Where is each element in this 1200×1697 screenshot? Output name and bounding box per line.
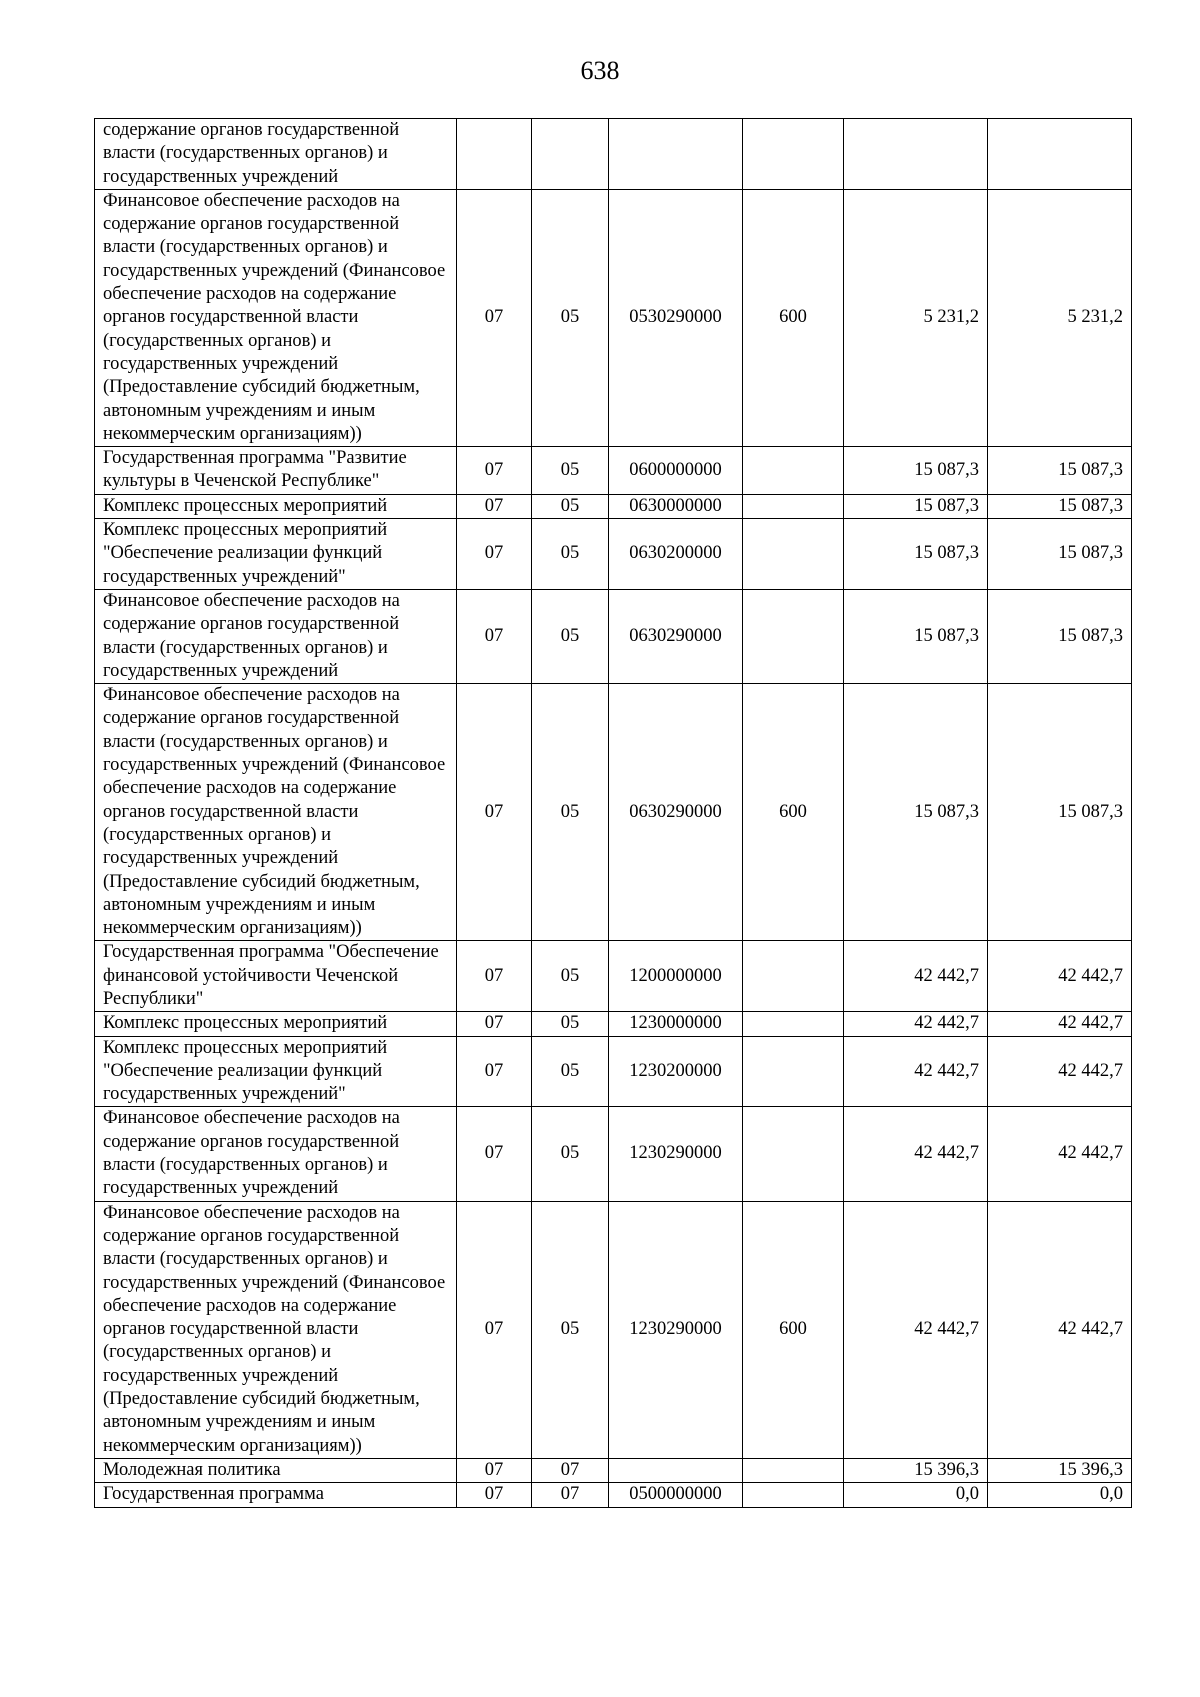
row-expense-type: 600 bbox=[743, 189, 844, 446]
row-name: Государственная программа bbox=[95, 1483, 457, 1507]
row-target-article: 0500000000 bbox=[609, 1483, 743, 1507]
row-subsection: 05 bbox=[532, 1012, 609, 1036]
row-target-article: 1230200000 bbox=[609, 1036, 743, 1107]
row-sum-2: 42 442,7 bbox=[988, 1107, 1132, 1201]
row-name: Финансовое обеспечение расходов на содержание органов государственной власти (государственных органов) и государственных учреждений bbox=[95, 589, 457, 683]
row-section bbox=[457, 119, 532, 190]
row-expense-type bbox=[743, 494, 844, 518]
row-name: Финансовое обеспечение расходов на содержание органов государственной власти (государственных органов) и государственных учреждений bbox=[95, 1107, 457, 1201]
table-row bbox=[95, 1458, 1132, 1482]
row-target-article: 1230000000 bbox=[609, 1012, 743, 1036]
row-sum-1: 15 087,3 bbox=[844, 494, 988, 518]
row-name: Комплекс процессных мероприятий "Обеспечение реализации функций государственных учреждений" bbox=[95, 1036, 457, 1107]
table-row bbox=[95, 494, 1132, 518]
row-expense-type bbox=[743, 941, 844, 1012]
row-sum-1 bbox=[844, 119, 988, 190]
row-section: 07 bbox=[457, 589, 532, 683]
row-target-article: 1230290000 bbox=[609, 1201, 743, 1458]
row-sum-1: 42 442,7 bbox=[844, 1201, 988, 1458]
row-target-article: 0630200000 bbox=[609, 519, 743, 590]
row-subsection: 07 bbox=[532, 1483, 609, 1507]
row-name: Финансовое обеспечение расходов на содержание органов государственной власти (государственных органов) и государственных учреждений (Финансовое обеспечение расходов на содержание органов государственной власти (государственных органов) и государственных учреждений (Предоставление субсидий бюджетным, автономным учреждениям и иным некоммерческим организациям)) bbox=[95, 189, 457, 446]
row-sum-2: 15 087,3 bbox=[988, 494, 1132, 518]
table-row bbox=[95, 519, 1132, 590]
row-target-article: 0630290000 bbox=[609, 684, 743, 941]
row-sum-2: 42 442,7 bbox=[988, 1012, 1132, 1036]
row-subsection: 05 bbox=[532, 1036, 609, 1107]
row-name: Комплекс процессных мероприятий bbox=[95, 494, 457, 518]
row-expense-type: 600 bbox=[743, 684, 844, 941]
row-subsection bbox=[532, 119, 609, 190]
row-sum-2: 15 087,3 bbox=[988, 519, 1132, 590]
row-section: 07 bbox=[457, 1483, 532, 1507]
row-name: Государственная программа "Обеспечение финансовой устойчивости Чеченской Республики" bbox=[95, 941, 457, 1012]
table-row bbox=[95, 589, 1132, 683]
row-name: Комплекс процессных мероприятий "Обеспечение реализации функций государственных учреждений" bbox=[95, 519, 457, 590]
row-subsection: 05 bbox=[532, 447, 609, 495]
row-sum-1: 15 087,3 bbox=[844, 684, 988, 941]
budget-table bbox=[94, 118, 1132, 1508]
table-row bbox=[95, 447, 1132, 495]
row-subsection: 05 bbox=[532, 189, 609, 446]
row-section: 07 bbox=[457, 519, 532, 590]
row-sum-1: 0,0 bbox=[844, 1483, 988, 1507]
row-section: 07 bbox=[457, 494, 532, 518]
row-section: 07 bbox=[457, 447, 532, 495]
row-target-article: 0600000000 bbox=[609, 447, 743, 495]
row-expense-type bbox=[743, 1036, 844, 1107]
table-row bbox=[95, 1107, 1132, 1201]
row-sum-1: 15 087,3 bbox=[844, 447, 988, 495]
row-section: 07 bbox=[457, 1107, 532, 1201]
row-target-article: 0530290000 bbox=[609, 189, 743, 446]
row-sum-1: 42 442,7 bbox=[844, 1012, 988, 1036]
row-expense-type bbox=[743, 1458, 844, 1482]
table-row bbox=[95, 119, 1132, 190]
row-subsection: 05 bbox=[532, 1201, 609, 1458]
row-sum-2: 15 087,3 bbox=[988, 447, 1132, 495]
row-target-article: 0630000000 bbox=[609, 494, 743, 518]
row-subsection: 05 bbox=[532, 1107, 609, 1201]
row-target-article: 0630290000 bbox=[609, 589, 743, 683]
row-name: Финансовое обеспечение расходов на содержание органов государственной власти (государственных органов) и государственных учреждений (Финансовое обеспечение расходов на содержание органов государственной власти (государственных органов) и государственных учреждений (Предоставление субсидий бюджетным, автономным учреждениям и иным некоммерческим организациям)) bbox=[95, 684, 457, 941]
row-sum-2: 15 396,3 bbox=[988, 1458, 1132, 1482]
row-expense-type bbox=[743, 1012, 844, 1036]
row-name: Молодежная политика bbox=[95, 1458, 457, 1482]
row-sum-1: 15 087,3 bbox=[844, 589, 988, 683]
row-section: 07 bbox=[457, 1201, 532, 1458]
row-sum-1: 42 442,7 bbox=[844, 1036, 988, 1107]
row-sum-2 bbox=[988, 119, 1132, 190]
row-section: 07 bbox=[457, 1012, 532, 1036]
row-expense-type bbox=[743, 119, 844, 190]
row-expense-type bbox=[743, 1483, 844, 1507]
row-subsection: 05 bbox=[532, 684, 609, 941]
row-section: 07 bbox=[457, 1458, 532, 1482]
table-row bbox=[95, 1201, 1132, 1458]
row-subsection: 05 bbox=[532, 941, 609, 1012]
row-section: 07 bbox=[457, 684, 532, 941]
row-section: 07 bbox=[457, 941, 532, 1012]
row-section: 07 bbox=[457, 1036, 532, 1107]
row-target-article: 1200000000 bbox=[609, 941, 743, 1012]
row-sum-2: 42 442,7 bbox=[988, 1036, 1132, 1107]
row-sum-2: 5 231,2 bbox=[988, 189, 1132, 446]
row-sum-2: 15 087,3 bbox=[988, 684, 1132, 941]
table-row bbox=[95, 1012, 1132, 1036]
row-name: содержание органов государственной власти (государственных органов) и государственных учреждений bbox=[95, 119, 457, 190]
row-sum-2: 15 087,3 bbox=[988, 589, 1132, 683]
row-section: 07 bbox=[457, 189, 532, 446]
table-row bbox=[95, 1483, 1132, 1507]
row-name: Комплекс процессных мероприятий bbox=[95, 1012, 457, 1036]
row-expense-type bbox=[743, 1107, 844, 1201]
row-sum-1: 5 231,2 bbox=[844, 189, 988, 446]
row-subsection: 05 bbox=[532, 519, 609, 590]
table-row bbox=[95, 189, 1132, 446]
row-sum-2: 42 442,7 bbox=[988, 941, 1132, 1012]
row-subsection: 07 bbox=[532, 1458, 609, 1482]
row-sum-1: 15 087,3 bbox=[844, 519, 988, 590]
page-number: 638 bbox=[580, 56, 620, 85]
row-sum-1: 42 442,7 bbox=[844, 941, 988, 1012]
row-target-article: 1230290000 bbox=[609, 1107, 743, 1201]
row-expense-type: 600 bbox=[743, 1201, 844, 1458]
row-sum-1: 42 442,7 bbox=[844, 1107, 988, 1201]
table-row bbox=[95, 1036, 1132, 1107]
row-target-article bbox=[609, 119, 743, 190]
row-expense-type bbox=[743, 519, 844, 590]
row-name: Финансовое обеспечение расходов на содержание органов государственной власти (государственных органов) и государственных учреждений (Финансовое обеспечение расходов на содержание органов государственной власти (государственных органов) и государственных учреждений (Предоставление субсидий бюджетным, автономным учреждениям и иным некоммерческим организациям)) bbox=[95, 1201, 457, 1458]
row-expense-type bbox=[743, 589, 844, 683]
row-sum-2: 0,0 bbox=[988, 1483, 1132, 1507]
row-sum-1: 15 396,3 bbox=[844, 1458, 988, 1482]
row-sum-2: 42 442,7 bbox=[988, 1201, 1132, 1458]
row-target-article bbox=[609, 1458, 743, 1482]
table-row bbox=[95, 941, 1132, 1012]
row-expense-type bbox=[743, 447, 844, 495]
row-subsection: 05 bbox=[532, 494, 609, 518]
row-subsection: 05 bbox=[532, 589, 609, 683]
row-name: Государственная программа "Развитие культуры в Чеченской Республике" bbox=[95, 447, 457, 495]
table-row bbox=[95, 684, 1132, 941]
